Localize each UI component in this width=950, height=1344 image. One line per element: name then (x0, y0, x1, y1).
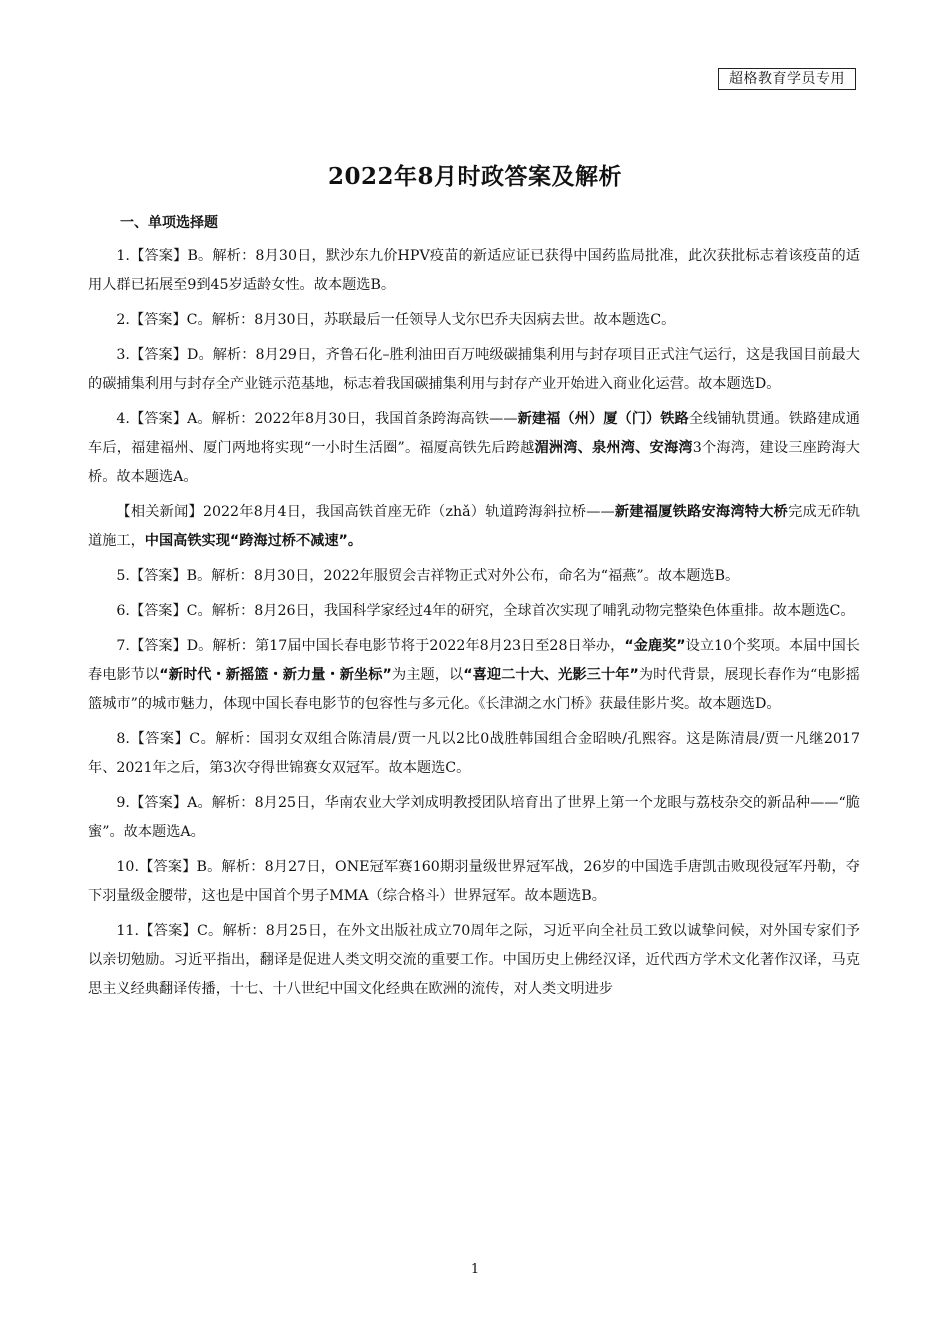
bold-text: 新建福（州）厦（门）铁路 (517, 411, 689, 427)
bold-text: “新时代・新摇篮・新力量・新坐标” (159, 667, 392, 683)
answer-item-9: 9.【答案】A。解析：8月25日，华南农业大学刘成明教授团队培育出了世界上第一个龙眼与荔枝杂交的新品种——“脆蜜”。故本题选A。 (88, 795, 860, 840)
answer-item-5: 5.【答案】B。解析：8月30日，2022年服贸会吉祥物正式对外公布，命名为“福燕”。故本题选B。 (116, 568, 740, 584)
answer-item-4 (88, 405, 860, 492)
bold-text: “金鹿奖” (624, 638, 686, 654)
student-only-badge: 超格教育学员专用 (718, 68, 856, 90)
answer-list (88, 242, 860, 1010)
answer-item-11: 11.【答案】C。解析：8月25日，在外文出版社成立70周年之际，习近平向全社员工致以诚挚问候，对外国专家们予以亲切勉励。习近平指出，翻译是促进人类文明交流的重要工作。中国历史上佛经汉译，近代西方学术文化著作汉译，马克思主义经典翻译传播，十七、十八世纪中国文化经典在欧洲的流传，对人类文明进步 (88, 923, 860, 997)
answer-item-8: 8.【答案】C。解析：国羽女双组合陈清晨/贾一凡以2比0战胜韩国组合金昭映/孔熙容。这是陈清晨/贾一凡继2017年、2021年之后，第3次夺得世锦赛女双冠军。故本题选C。 (88, 731, 860, 776)
text-segment: 4.【答案】A。解析：2022年8月30日，我国首条跨海高铁—— (116, 411, 518, 427)
text-segment: 3个海湾，建设三座跨海大桥。故本题选A。 (88, 440, 860, 485)
text-segment: 完成无砟轨道施工， (88, 504, 860, 549)
answer-item-6: 6.【答案】C。解析：8月26日，我国科学家经过4年的研究，全球首次实现了哺乳动物完整染色体重排。故本题选C。 (116, 603, 855, 619)
answer-item-10: 10.【答案】B。解析：8月27日，ONE冠军赛160期羽量级世界冠军战，26岁的中国选手唐凯击败现役冠军丹勒，夺下羽量级金腰带，这也是中国首个男子MMA（综合格斗）世界冠军。故本题选B。 (88, 859, 860, 904)
bold-text: “喜迎二十大、光影三十年” (463, 667, 639, 683)
related-news (88, 498, 860, 556)
answer-item-7 (88, 632, 860, 719)
bold-text: 中国高铁实现“跨海过桥不减速”。 (144, 533, 363, 549)
page-number: 1 (470, 1262, 480, 1277)
page-title: 2022年8月时政答案及解析 (327, 163, 623, 190)
text-segment: 为主题，以 (391, 667, 464, 683)
text-segment: 设立10个奖项。本届中国长春电影节以 (88, 638, 860, 683)
text-segment: 全线铺轨贯通。铁路建成通车后，福建福州、厦门两地将实现“一小时生活圈”。福厦高铁先后跨越 (88, 411, 860, 456)
bold-text: 湄洲湾、泉州湾、安海湾 (534, 440, 693, 456)
text-segment: 为时代背景，展现长春作为“电影摇篮城市”的城市魅力，体现中国长春电影节的包容性与多元化。《长津湖之水门桥》获最佳影片奖。故本题选D。 (88, 667, 860, 712)
answer-item-3: 3.【答案】D。解析：8月29日，齐鲁石化–胜利油田百万吨级碳捕集利用与封存项目正式注气运行，这是我国目前最大的碳捕集利用与封存全产业链示范基地，标志着我国碳捕集利用与封存产业开始进入商业化运营。故本题选D。 (88, 347, 860, 392)
answer-item-2: 2.【答案】C。解析：8月30日，苏联最后一任领导人戈尔巴乔夫因病去世。故本题选C。 (116, 312, 676, 328)
text-segment: 7.【答案】D。解析：第17届中国长春电影节将于2022年8月23日至28日举办， (116, 638, 625, 654)
bold-text: 新建福厦铁路安海湾特大桥 (614, 504, 789, 520)
section-heading: 一、单项选择题 (120, 215, 218, 231)
text-segment: 【相关新闻】2022年8月4日，我国高铁首座无砟（zhǎ）轨道跨海斜拉桥—— (116, 504, 615, 520)
answer-item-1: 1.【答案】B。解析：8月30日，默沙东九价HPV疫苗的新适应证已获得中国药监局批准，此次获批标志着该疫苗的适用人群已拓展至9到45岁适龄女性。故本题选B。 (88, 248, 860, 293)
